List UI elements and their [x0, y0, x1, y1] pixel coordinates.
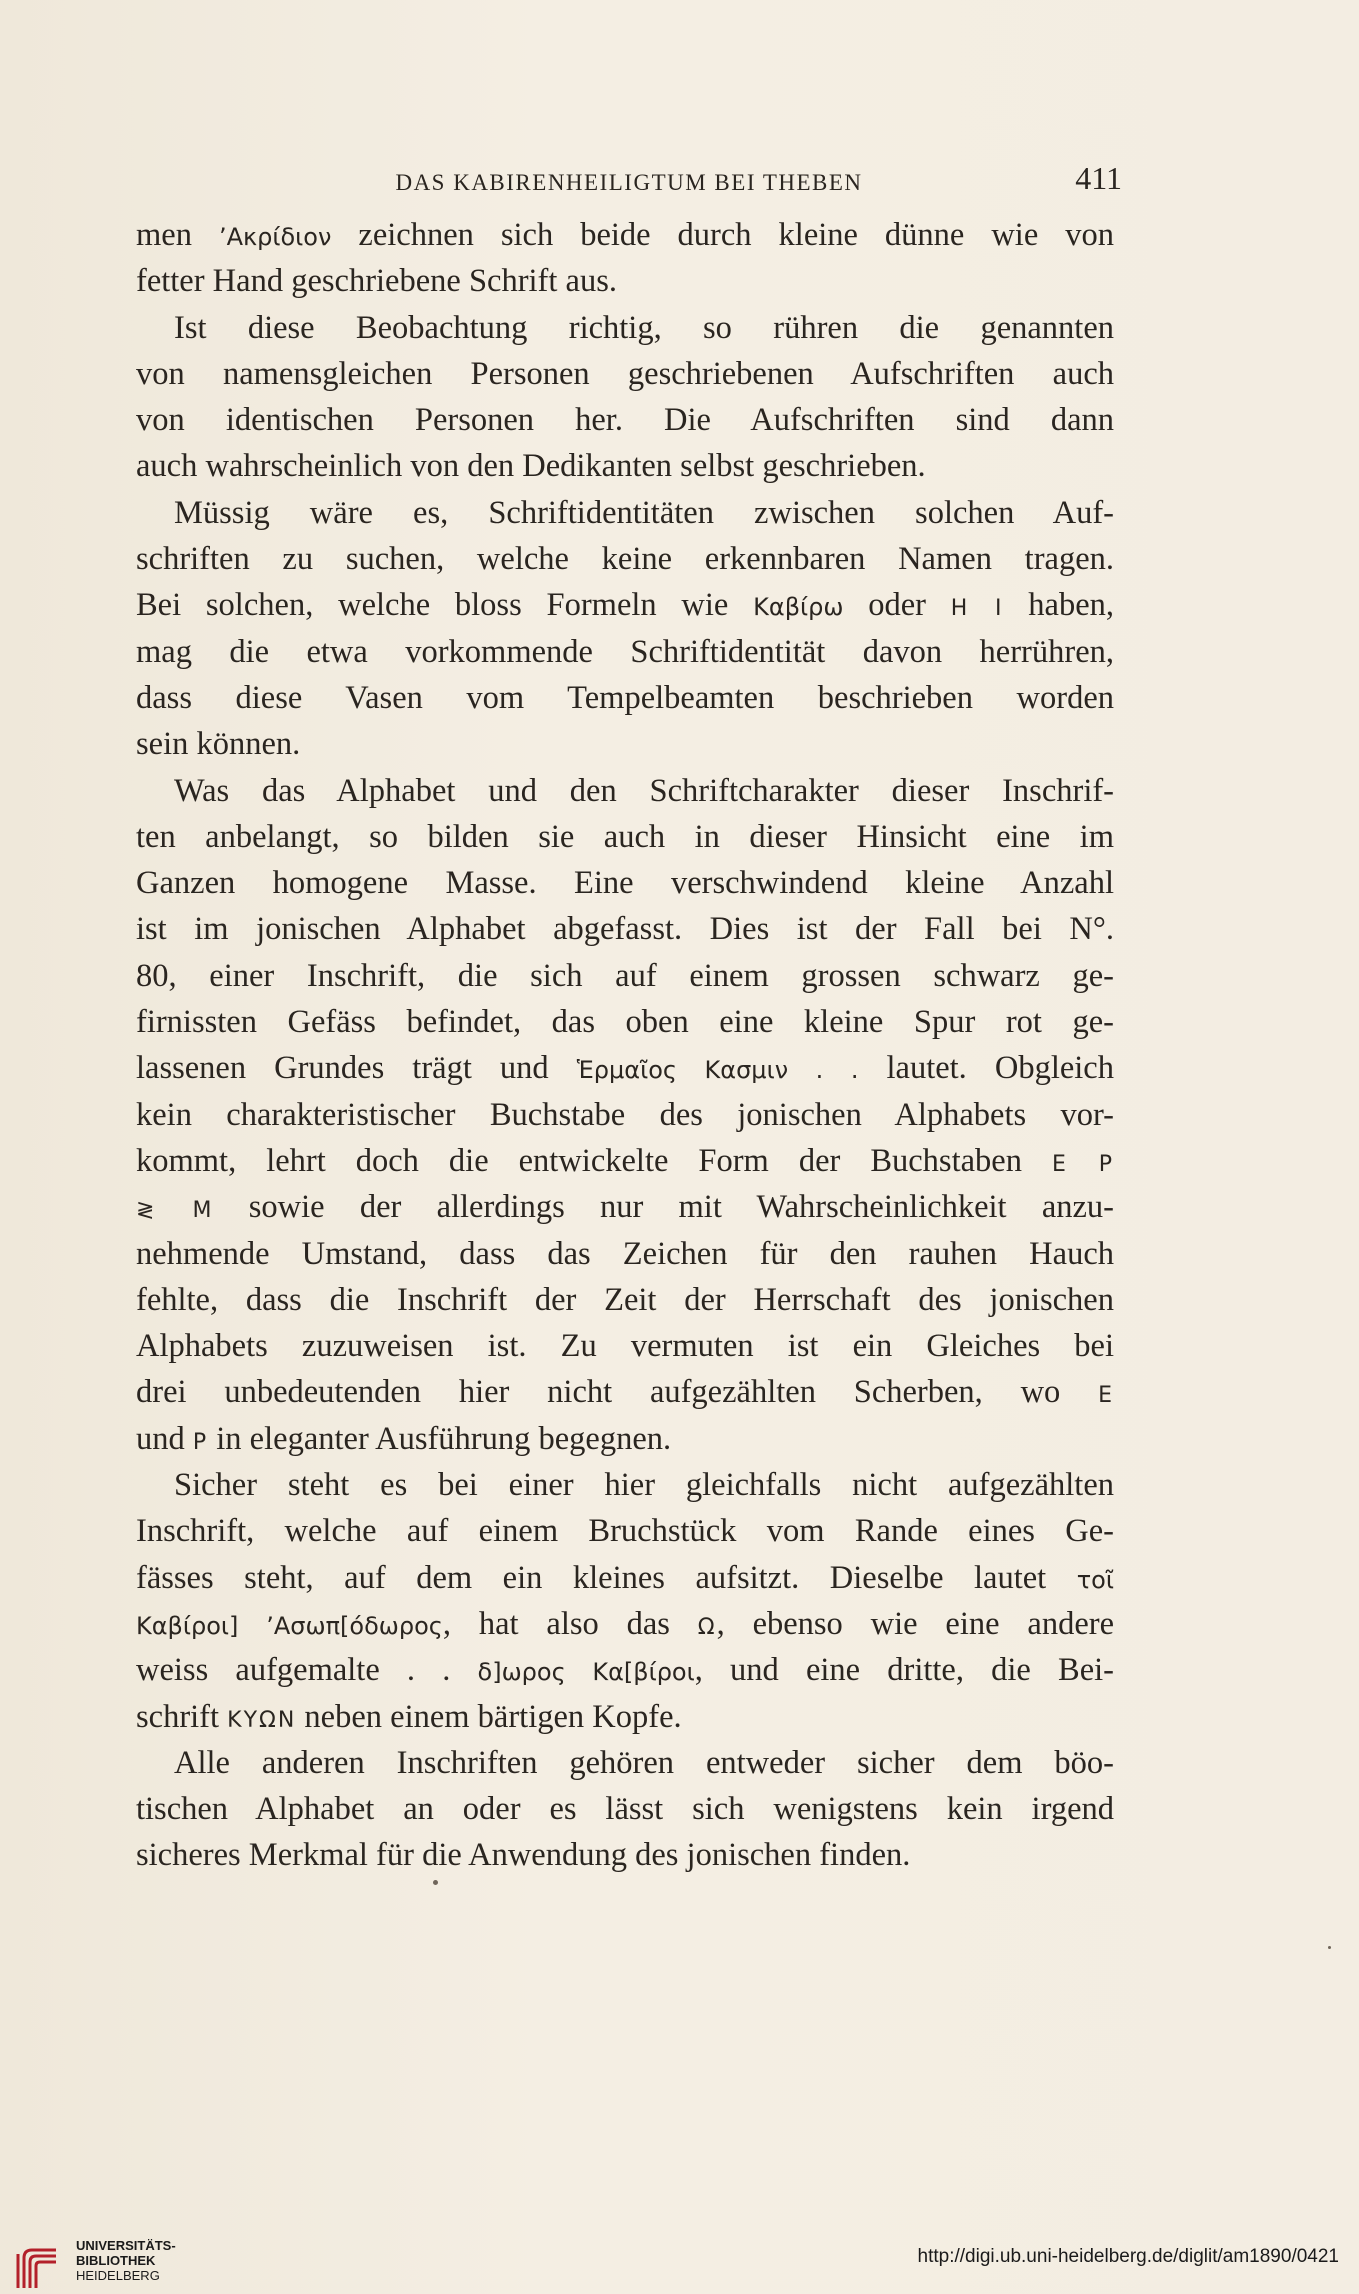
line-text: Ganzen homogene Masse. Eine verschwindend kleine Anzahl — [136, 865, 1114, 902]
line-text: sein können. — [136, 726, 301, 763]
line-text: , ebenso wie eine andere — [716, 1605, 1114, 1642]
text-line — [136, 212, 1114, 258]
ink-speck — [433, 1880, 438, 1885]
line-text: kein charakteristischer Buchstabe des jonischen Alphabets vor- — [136, 1096, 1114, 1133]
text-line — [136, 1416, 1114, 1462]
text-line — [136, 536, 1114, 582]
line-text: ten anbelangt, so bilden sie auch in dieser Hinsicht eine im — [136, 818, 1114, 855]
text-line — [136, 906, 1114, 952]
line-text: zeichnen sich beide durch kleine dünne wie von — [331, 217, 1114, 253]
line-text: Sicher steht es bei einer hier gleichfalls nicht aufgezählten — [174, 1467, 1114, 1504]
line-text: oder — [843, 587, 951, 624]
line-text: sicheres Merkmal für die Anwendung des jonischen finden. — [136, 1837, 911, 1874]
running-head — [136, 160, 1122, 200]
line-text: drei unbedeutenden hier nicht aufgezählten Scherben, wo — [136, 1374, 1099, 1411]
greek-inscription: H I — [950, 596, 1004, 622]
greek-inscription: Ω — [697, 1614, 717, 1640]
text-line — [136, 582, 1114, 628]
line-text: , und eine dritte, die Bei- — [694, 1652, 1114, 1689]
text-line — [136, 1647, 1114, 1693]
page-number: 411 — [1075, 160, 1122, 196]
greek-inscription: P — [192, 1429, 209, 1455]
line-text: nehmende Umstand, dass das Zeichen für den rauhen Hauch — [136, 1235, 1114, 1272]
text-line — [136, 1045, 1114, 1091]
line-text: fetter Hand geschriebene Schrift aus. — [136, 263, 617, 300]
greek-inscription: ≷ M — [136, 1198, 214, 1224]
greek-inscription: ΚΥΩΝ — [227, 1707, 297, 1733]
line-text: lautet. Obgleich — [858, 1050, 1114, 1087]
text-line — [136, 1555, 1114, 1601]
text-line — [136, 814, 1114, 860]
text-line — [136, 443, 1114, 489]
greek-inscription: ʼΑσωπ[όδωρος — [266, 1611, 443, 1640]
footer — [0, 2230, 1359, 2294]
greek-inscription: ʼΑκρίδιον — [218, 223, 332, 251]
text-line — [136, 1323, 1114, 1369]
text-line — [136, 953, 1114, 999]
line-text: von namensgleichen Personen geschriebenen Aufschriften auch — [136, 355, 1114, 392]
text-line — [136, 1832, 1114, 1878]
line-text: auch wahrscheinlich von den Dedikanten selbst geschrieben. — [136, 448, 926, 485]
text-line — [136, 1508, 1114, 1554]
line-text: tischen Alphabet an oder es lässt sich wenigstens kein irgend — [136, 1791, 1114, 1828]
greek-inscription: E — [1098, 1383, 1114, 1409]
greek-inscription: Ἑρμαῖος Κασμιν . . — [576, 1056, 859, 1085]
text-line — [136, 721, 1114, 767]
text-line — [136, 1694, 1114, 1740]
line-text: schriften zu suchen, welche keine erkennbaren Namen tragen. — [136, 541, 1114, 578]
greek-inscription: δ]ωρος Κα[βίροι — [477, 1658, 695, 1687]
text-line — [136, 1138, 1114, 1184]
greek-inscription: τοῖ — [1076, 1565, 1114, 1594]
text-line — [136, 675, 1114, 721]
line-text: 80, einer Inschrift, die sich auf einem grossen schwarz ge- — [136, 957, 1114, 994]
line-text: Inschrift, welche auf einem Bruchstück vom Rande eines Ge- — [136, 1513, 1114, 1550]
source-url[interactable]: http://digi.ub.uni-heidelberg.de/diglit/am1890/0421 — [917, 2246, 1339, 2267]
line-text: schrift — [136, 1698, 228, 1735]
running-title: DAS KABIRENHEILIGTUM BEI THEBEN — [395, 170, 863, 195]
text-line — [136, 768, 1114, 814]
line-text: Bei solchen, welche bloss Formeln wie — [136, 587, 754, 624]
library-logo-icon — [14, 2244, 64, 2294]
text-line — [136, 1231, 1114, 1277]
body-text — [136, 212, 1114, 1879]
text-line — [136, 305, 1114, 351]
text-line — [136, 351, 1114, 397]
line-text: Ist diese Beobachtung richtig, so rühren die genannten — [174, 309, 1114, 346]
line-text: Alphabets zuzuweisen ist. Zu vermuten ist ein Gleiches bei — [136, 1328, 1114, 1365]
text-line — [136, 1092, 1114, 1138]
line-text: kommt, lehrt doch die entwickelte Form der Buchstaben — [136, 1142, 1052, 1179]
text-line — [136, 258, 1114, 304]
line-text: lassenen Grundes trägt und — [136, 1050, 577, 1087]
text-line — [136, 1462, 1114, 1508]
text-line — [136, 490, 1114, 536]
line-text: dass diese Vasen vom Tempelbeamten beschrieben worden — [136, 679, 1114, 716]
text-line — [136, 1740, 1114, 1786]
line-text — [238, 1606, 266, 1642]
line-text: und — [136, 1420, 193, 1457]
text-line — [136, 1369, 1114, 1415]
text-line — [136, 397, 1114, 443]
line-text: von identischen Personen her. Die Aufschriften sind dann — [136, 402, 1114, 439]
text-line — [136, 629, 1114, 675]
line-text: Was das Alphabet und den Schriftcharakter dieser Inschrif- — [174, 772, 1114, 809]
text-line — [136, 999, 1114, 1045]
greek-inscription: Καβίρω — [753, 593, 844, 622]
ink-speck — [1328, 1946, 1331, 1949]
line-text: in eleganter Ausführung begegnen. — [208, 1420, 672, 1457]
line-text: men — [136, 217, 219, 253]
library-name: UNIVERSITÄTS- BIBLIOTHEK HEIDELBERG — [76, 2238, 176, 2283]
line-text: ist im jonischen Alphabet abgefasst. Dies ist der Fall bei N°. — [136, 911, 1114, 948]
line-text: firnissten Gefäss befindet, das oben eine kleine Spur rot ge- — [136, 1004, 1114, 1041]
text-line — [136, 1786, 1114, 1832]
line-text: Müssig wäre es, Schriftidentitäten zwischen solchen Auf- — [174, 494, 1114, 531]
line-text: fässes steht, auf dem ein kleines aufsitzt. Dieselbe lautet — [136, 1559, 1077, 1596]
text-line — [136, 1601, 1114, 1647]
line-text: , hat also das — [442, 1605, 698, 1642]
text-line — [136, 1277, 1114, 1323]
text-line — [136, 860, 1114, 906]
line-text: sowie der allerdings nur mit Wahrscheinlichkeit anzu- — [213, 1189, 1114, 1226]
text-line — [136, 1184, 1114, 1230]
greek-inscription: E P — [1051, 1151, 1114, 1177]
line-text: fehlte, dass die Inschrift der Zeit der Herrschaft des jonischen — [136, 1281, 1114, 1318]
line-text: neben einem bärtigen Kopfe. — [296, 1698, 682, 1735]
line-text: weiss aufgemalte . . — [136, 1652, 478, 1689]
line-text: mag die etwa vorkommende Schriftidentität davon herrühren, — [136, 633, 1114, 670]
line-text: Alle anderen Inschriften gehören entweder sicher dem böo- — [174, 1744, 1114, 1781]
greek-inscription: Καβίροι] — [136, 1611, 239, 1640]
line-text: haben, — [1003, 587, 1114, 624]
